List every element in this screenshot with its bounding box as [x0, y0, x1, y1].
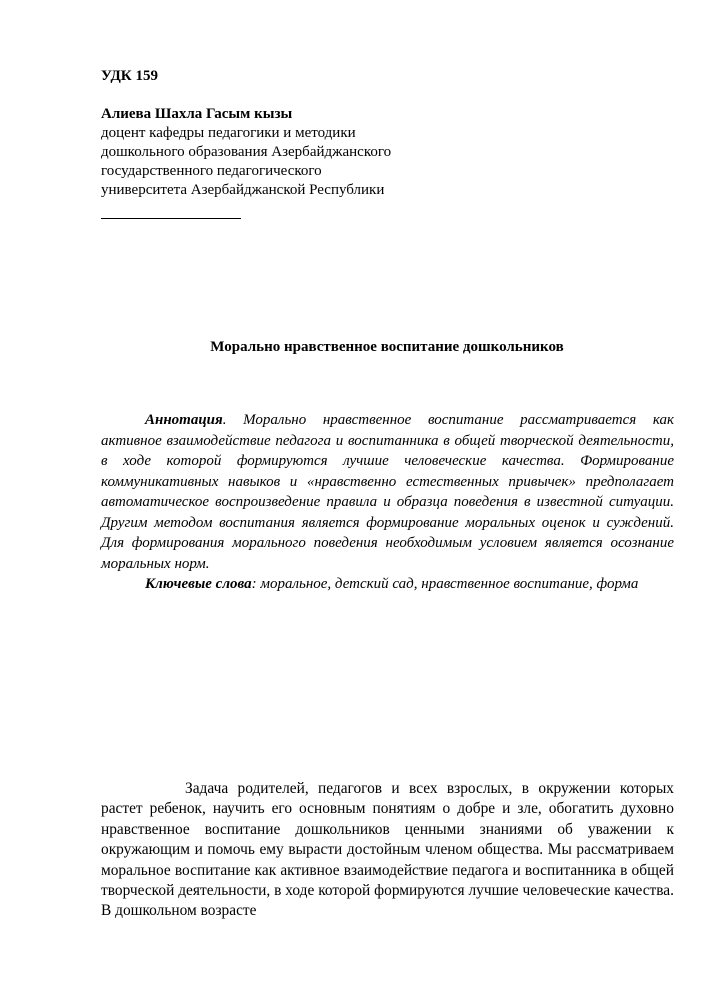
udk-code: УДК 159 — [101, 68, 158, 84]
author-affiliation-line: дошкольного образования Азербайджанского — [101, 144, 392, 160]
author-affiliation-line: государственного педагогического — [101, 163, 322, 179]
separator-rule — [101, 218, 241, 219]
body-paragraph: Задача родителей, педагогов и всех взрослых, в окружении которых растет ребенок, научить его основным понятиям о добре и зле, обогатить духовно нравственное воспитание дошкольников ценными знаниями об уважении к окружающим и помочь ему вырасти достойным членом общества. Мы рассматриваем моральное воспитание как активное взаимодействие педагога и воспитанника в общей творческой деятельности, в ходе которой формируются лучшие человеческие качества. В дошкольном возрасте — [101, 780, 674, 920]
abstract-paragraph — [101, 410, 674, 574]
keywords-text: : моральное, детский сад, нравственное воспитание, форма — [251, 576, 639, 592]
abstract-text: . Морально нравственное воспитание рассматривается как активное взаимодействие педагога и воспитанника в общей творческой деятельности, в ходе которой формируются лучшие человеческие качества. Формирование коммуникативных навыков и «нравственно естественных привычек» предполагает автоматическое воспроизведение правила и образца поведения в известной ситуации. Другим методом воспитания является формирование моральных оценок и суждений. Для формирования морального поведения необходимым условием является осознание моральных норм. — [101, 412, 674, 572]
abstract-block — [101, 410, 674, 595]
author-block — [101, 105, 521, 200]
body-text — [101, 779, 674, 922]
keywords-label: Ключевые слова — [145, 576, 252, 592]
abstract-label: Аннотация — [145, 412, 223, 428]
article-title: Морально нравственное воспитание дошкольников — [210, 339, 564, 355]
keywords-paragraph — [101, 574, 674, 595]
author-affiliation-line: университета Азербайджанской Республики — [101, 182, 385, 198]
author-affiliation-line: доцент кафедры педагогики и методики — [101, 125, 356, 141]
author-name: Алиева Шахла Гасым кызы — [101, 106, 293, 122]
